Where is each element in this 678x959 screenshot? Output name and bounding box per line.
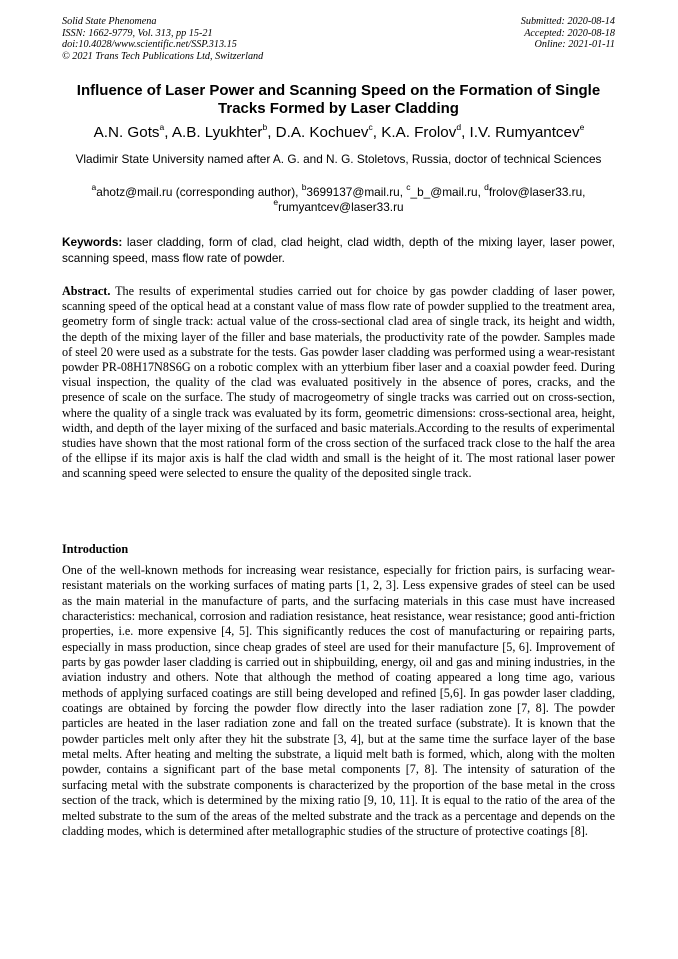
author-sup: b: [262, 121, 268, 132]
email-a[interactable]: ahotz@mail.ru (corresponding author),: [96, 185, 299, 199]
keywords-text: laser cladding, form of clad, clad height, clad width, depth of the mixing layer, laser power, scanning speed, mass flow rate of powder.: [62, 235, 615, 265]
author-sup: c: [368, 121, 373, 132]
author: D.A. Kochuev: [275, 124, 369, 141]
doi-link[interactable]: doi:10.4028/www.scientific.net/SSP.313.15: [62, 39, 237, 50]
accepted-date: Accepted: 2020-08-18: [524, 27, 615, 39]
author-list: A.N. Gots$^a$, A.B. Lyukhter$^b$, D.A. Kochuev$^c$, K.A. Frolov$^d$, I.V. Rumyantcev$^e$: [93, 121, 585, 141]
email-c[interactable]: _b_@mail.ru,: [410, 185, 481, 199]
email-e[interactable]: rumyantcev@laser33.ru: [278, 199, 404, 214]
introduction-body: One of the well-known methods for increasing wear resistance, especially for friction pairs, is surfacing wear-resistant materials on the working surfaces of mating parts [1, 2, 3]. Less expensive grades of steel can be used as the main material in the manufacture of parts, and the surfacing materials in this case must have increased characteristics: mechanical, corrosion and radiation resistance, heat resistance, wear resistance; good anti-friction properties, i.e. more expensive [4, 5]. This significantly reduces the cost of manufacturing or repairing parts, especially in mass production, since cheap grades of steel are used for their manufacture [5, 6]. Improvement of parts by gas powder laser cladding is carried out in shipbuilding, energy, oil and gas and mining industries, in the aviation industry and others. Note that although the method of coating appeared a long time ago, various methods of applying surfaced coatings are still being developed and refined [5,6]. In gas powder laser cladding, coatings are obtained by forcing the powder flow directly into the laser radiation zone [7, 8]. The powder particles are heated in the laser radiation zone and fall on the treated surface (substrate). It is known that the powder particles melt only after they hit the substrate [3, 4], but at the same time the surface layer of the base metal melts. After heating and melting the substrate, a liquid melt bath is formed, which, along with the molten powder, contains a significant part of the base metal components [7, 8]. The intensity of saturation of the surfacing metal with the substrate components is characterized by the proportion of the base metal in the cross section of the track, which is determined by the mixing ratio [9, 10, 11]. It is equal to the ratio of the area of the melted substrate to the sum of the areas of the melted substrate and the track as a percentage and depends on the cladding modes, which is determined after metallographic studies of the structure of protective coatings [8].: [62, 563, 615, 838]
affiliation: Vladimir State University named after A. G. and N. G. Stoletovs, Russia, doctor of technical Sciences: [75, 152, 602, 166]
author: A.B. Lyukhter: [171, 124, 263, 141]
paper-title: Influence of Laser Power and Scanning Speed on the Formation of Single Tracks Formed by Laser Cladding: [76, 82, 601, 117]
issn: ISSN: 1662-9779, Vol. 313, pp 15-21: [62, 27, 213, 39]
author: I.V. Rumyantcev: [469, 124, 580, 141]
journal-info: [62, 16, 263, 62]
author-sup: a: [159, 121, 165, 132]
author-sup: d: [456, 121, 462, 132]
author: A.N. Gots: [93, 124, 160, 141]
author-sup: e: [579, 121, 585, 132]
email-d[interactable]: frolov@laser33.ru,: [488, 185, 586, 199]
journal-name: Solid State Phenomena: [62, 16, 157, 27]
email-b[interactable]: 3699137@mail.ru,: [306, 185, 403, 199]
abstract-label: Abstract.: [62, 284, 111, 298]
keywords: [62, 235, 615, 266]
abstract: [62, 284, 615, 482]
submitted-date: Submitted: 2020-08-14: [520, 16, 615, 27]
section-heading-introduction: Introduction: [62, 542, 129, 556]
copyright: © 2021 Trans Tech Publications Ltd, Switzerland: [62, 50, 264, 62]
author-emails: $^a$ahotz@mail.ru (corresponding author), $^b$3699137@mail.ru, $^c$_b_@mail.ru, $^d$frolov@laser33.ru, $^e$rumyantcev@laser33.ru: [91, 182, 586, 214]
online-date: Online: 2021-01-11: [534, 39, 615, 50]
keywords-label: Keywords:: [62, 235, 123, 249]
author: K.A. Frolov: [381, 124, 457, 141]
publication-dates: [521, 16, 615, 51]
abstract-text: The results of experimental studies carried out for choice by gas powder cladding of laser power, scanning speed of the optical head at a constant value of mass flow rate of powder supplied to the treatment area, geometry form of single track: actual value of the cross-sectional clad area of single track, its height and width, the depth of the mixing layer of the filler and base materials, the productivity rate of the powder. Samples made of steel 20 were used as a substrate for the tests. Gas powder laser cladding was performed using a wear-resistant powder PR-08H17N8S6G on a robotic complex with an ytterbium fiber laser and a coaxial powder feed. During visual inspection, the quality of the clad was evaluated positively in the absence of pores, cracks, and the presence of scale on the surface. The study of macrogeometry of single tracks was carried out on cross-section, where the quality of a single track was evaluated by its form, geometric dimensions: cross-sectional area, height, width, and depth of the layer mixing of the surfaced and basic materials.According to the results of experimental studies have shown that the most rational form of the cross section of the surfaced track close to the half the area of the ellipse if its major axis is half the clad width and small is the height of it. The most rational laser power and scanning speed were selected to ensure the quality of the deposited single track.: [62, 284, 615, 481]
